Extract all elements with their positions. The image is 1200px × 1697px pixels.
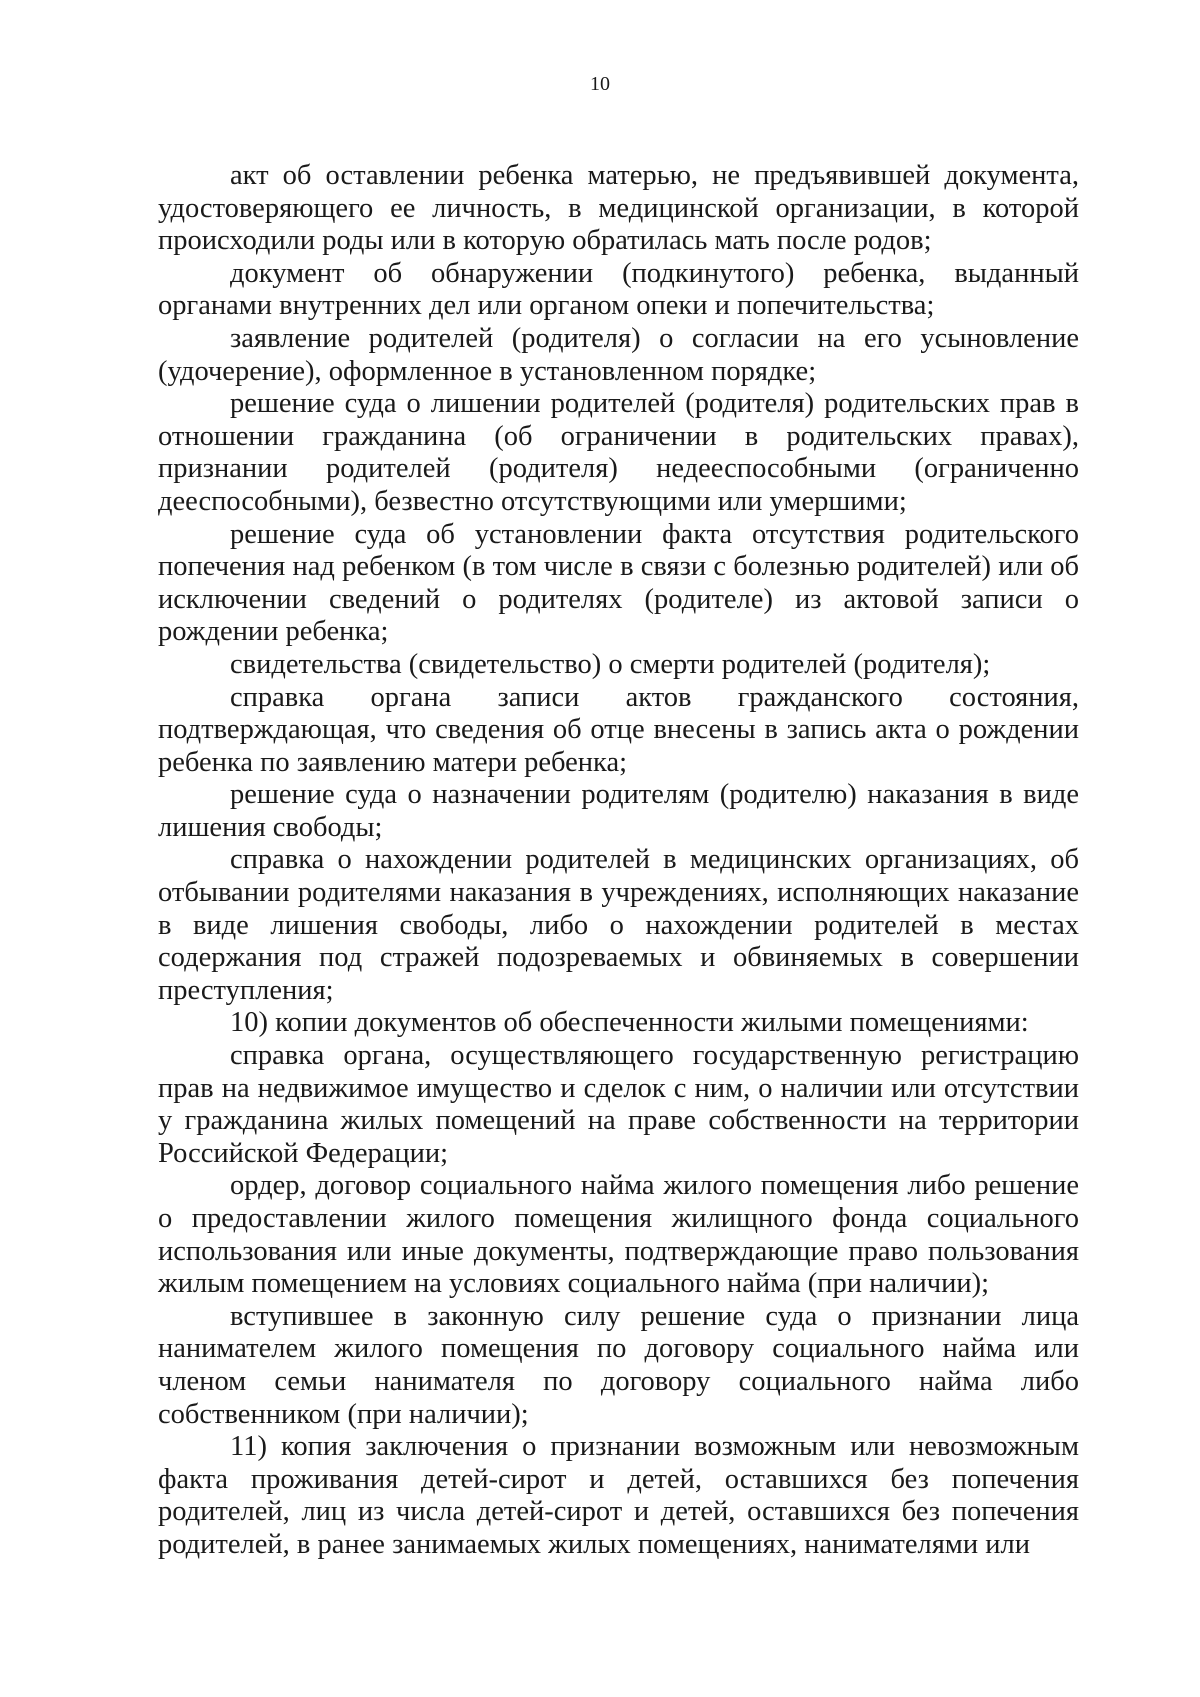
paragraph: справка органа записи актов гражданского состояния, подтверждающая, что сведения об отце внесены в запись акта о рождении ребенка по заявлению матери ребенка; (158, 681, 1079, 778)
paragraph: справка органа, осуществляющего государственную регистрацию прав на недвижимое имущество и сделок с ним, о наличии или отсутствии у гражданина жилых помещений на праве собственности на территории Российской Федерации; (158, 1040, 1079, 1169)
paragraph: документ об обнаружении (подкинутого) ребенка, выданный органами внутренних дел или органом опеки и попечительства; (158, 257, 1079, 322)
paragraph: вступившее в законную силу решение суда о признании лица нанимателем жилого помещения по договору социального найма или членом семьи нанимателя по договору социального найма либо собственником (при наличии); (158, 1300, 1079, 1430)
paragraph: решение суда об установлении факта отсутствия родительского попечения над ребенком (в том числе в связи с болезнью родителей) или об исключении сведений о родителях (родителе) из актовой записи о рождении ребенка; (158, 518, 1079, 648)
paragraph: свидетельства (свидетельство) о смерти родителей (родителя); (230, 648, 991, 680)
paragraph: решение суда о лишении родителей (родителя) родительских прав в отношении гражданина (об ограничении в родительских правах), признании родителей (родителя) недееспособными (ограниченно дееспособными), безвестно отсутствующими или умершими; (158, 388, 1079, 517)
paragraph: заявление родителей (родителя) о согласии на его усыновление (удочерение), оформленное в установленном порядке; (158, 322, 1079, 387)
document-body (158, 160, 1079, 1562)
paragraph: ордер, договор социального найма жилого помещения либо решение о предоставлении жилого помещения жилищного фонда социального использования или иные документы, подтверждающие право пользования жилым помещением на условиях социального найма (при наличии); (158, 1170, 1079, 1300)
paragraph: решение суда о назначении родителям (родителю) наказания в виде лишения свободы; (158, 779, 1079, 843)
page-number: 10 (590, 73, 610, 95)
paragraph: 11) копия заключения о признании возможным или невозможным факта проживания детей-сирот и детей, оставшихся без попечения родителей, лиц из числа детей-сирот и детей, оставшихся без попечения родителей, в ранее занимаемых жилых помещениях, нанимателями или (158, 1431, 1079, 1560)
paragraph: акт об оставлении ребенка матерью, не предъявившей документа, удостоверяющего ее личность, в медицинской организации, в которой происходили роды или в которую обратилась мать после родов; (158, 160, 1079, 257)
paragraph: справка о нахождении родителей в медицинских организациях, об отбывании родителями наказания в учреждениях, исполняющих наказание в виде лишения свободы, либо о нахождении родителей в местах содержания под стражей подозреваемых и обвиняемых в совершении преступления; (158, 844, 1079, 1006)
paragraph: 10) копии документов об обеспеченности жилыми помещениями: (230, 1007, 1029, 1039)
